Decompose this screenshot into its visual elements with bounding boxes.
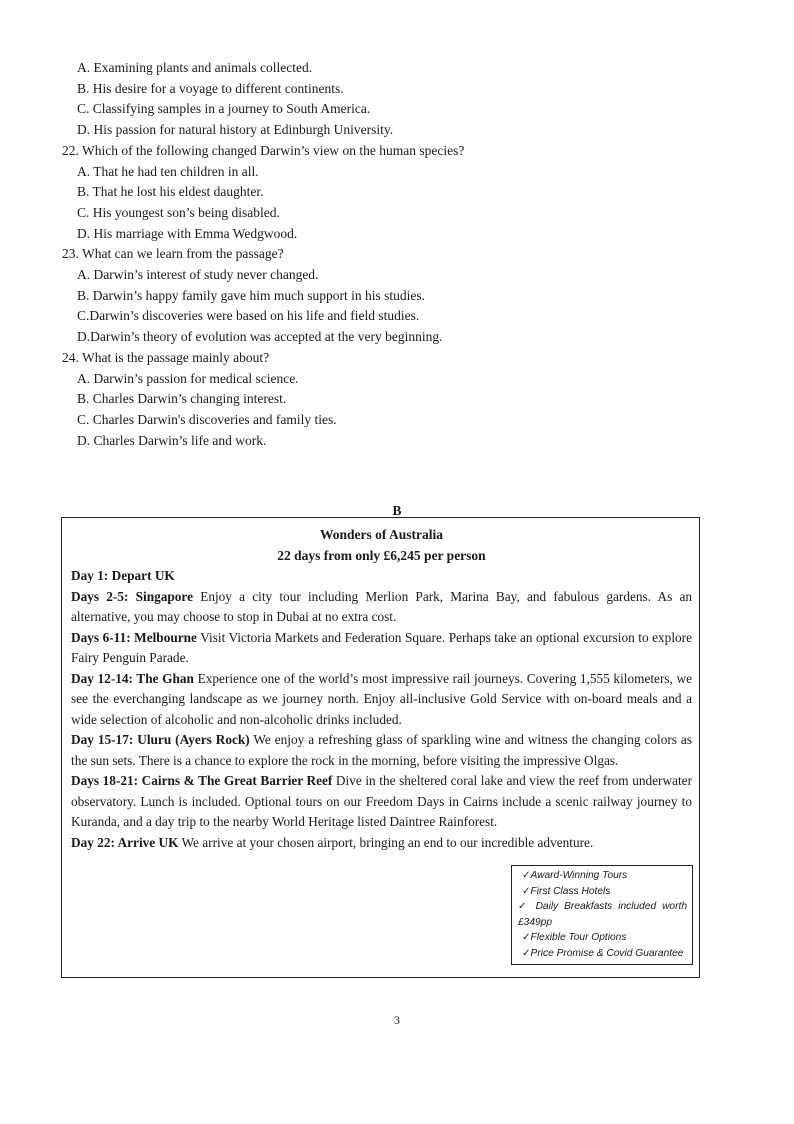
itinerary-day-22: Day 22: Arrive UK We arrive at your chosen airport, bringing an end to our incredible adventure. — [71, 834, 594, 850]
ad-subtitle: 22 days from only £6,245 per person — [277, 548, 486, 563]
option-21d: D. His passion for natural history at Edinburgh University. — [77, 122, 394, 138]
option-24a: A. Darwin’s passion for medical science. — [77, 370, 299, 386]
itinerary-day-1: Day 1: Depart UK — [71, 568, 175, 583]
option-23b: B. Darwin’s happy family gave him much support in his studies. — [77, 287, 425, 303]
features-box — [511, 865, 693, 965]
option-23c: C.Darwin’s discoveries were based on his life and field studies. — [77, 308, 420, 324]
option-22a: A. That he had ten children in all. — [77, 163, 259, 179]
question-list — [62, 58, 742, 451]
itinerary-days-12-14: Day 12-14: The Ghan Experience one of the world’s most impressive rail journeys. Covering 1,555 kilometers, we see the everchanging landscape as we journey north. Enjoy all-inclusive Gold Service with on-board meals and a wide selection of alcoholic and non-alcoholic drinks included. — [71, 670, 693, 727]
section-letter: B — [392, 503, 402, 518]
feature-first-class-hotels: ✓First Class Hotels — [522, 885, 611, 897]
option-22b: B. That he lost his eldest daughter. — [77, 184, 264, 200]
itinerary-days-2-5: Days 2-5: Singapore Enjoy a city tour including Merlion Park, Marina Bay, and fabulous gardens. As an alternative, you may choose to stop in Dubai at no extra cost. — [71, 588, 692, 624]
advertisement-box — [61, 517, 700, 978]
option-23d: D.Darwin’s theory of evolution was accepted at the very beginning. — [77, 329, 443, 345]
question-23: 23. What can we learn from the passage? — [62, 246, 284, 262]
option-24b: B. Charles Darwin’s changing interest. — [77, 391, 287, 407]
feature-award-winning: ✓Award-Winning Tours — [522, 870, 628, 881]
option-21b: B. His desire for a voyage to different continents. — [77, 80, 344, 96]
itinerary-days-6-11: Days 6-11: Melbourne Visit Victoria Markets and Federation Square. Perhaps take an optional excursion to explore Fairy Penguin Parade. — [71, 629, 692, 665]
question-22: 22. Which of the following changed Darwin’s view on the human species? — [62, 142, 465, 158]
feature-flexible-options: ✓Flexible Tour Options — [522, 932, 627, 943]
feature-price-promise: ✓Price Promise & Covid Guarantee — [522, 947, 684, 959]
option-24d: D. Charles Darwin’s life and work. — [77, 432, 267, 448]
itinerary-days-15-17: Day 15-17: Uluru (Ayers Rock) We enjoy a refreshing glass of sparkling wine and witness the changing colors as the sun sets. There is a chance to explore the rock in the morning, before visiting the impressive Olgas. — [71, 732, 692, 768]
option-23a: A. Darwin’s interest of study never changed. — [77, 267, 319, 283]
ad-title: Wonders of Australia — [319, 527, 443, 542]
option-21c: C. Classifying samples in a journey to South America. — [77, 101, 371, 117]
feature-daily-breakfasts: ✓ Daily Breakfasts included worth £349pp — [518, 901, 687, 928]
option-24c: C. Charles Darwin's discoveries and family ties. — [77, 411, 337, 427]
option-21a: A. Examining plants and animals collected. — [77, 60, 313, 75]
question-24: 24. What is the passage mainly about? — [62, 349, 270, 365]
option-22d: D. His marriage with Emma Wedgwood. — [77, 225, 298, 241]
itinerary-days-18-21: Days 18-21: Cairns & The Great Barrier Reef Dive in the sheltered coral lake and view the reef from underwater observatory. Lunch is included. Optional tours on our Freedom Days in Cairns include a scenic railway journey to Kuranda, and a day trip to the nearby World Heritage listed Daintree Rainforest. — [71, 773, 692, 829]
option-22c: C. His youngest son’s being disabled. — [77, 204, 280, 220]
page-number: 3 — [394, 1013, 400, 1027]
